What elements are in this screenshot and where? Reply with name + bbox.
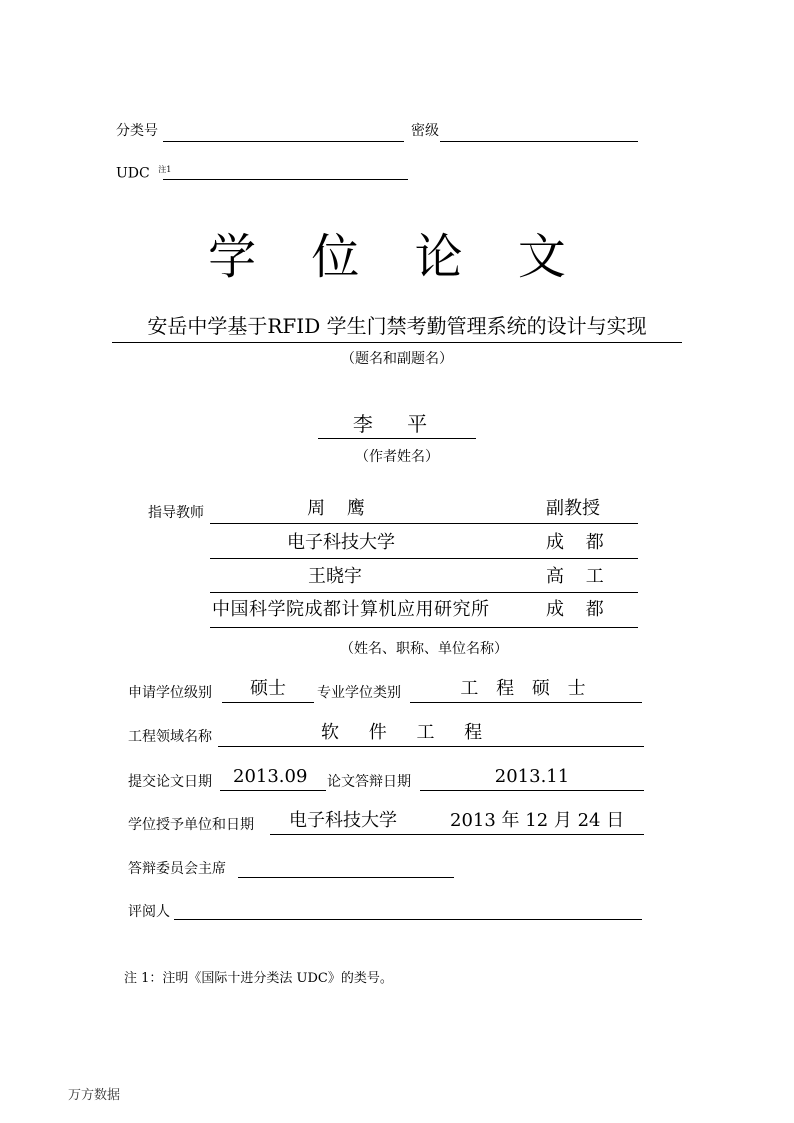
supervisor-row-4-detail: 成 都 bbox=[546, 599, 612, 620]
submit-date-line bbox=[220, 790, 326, 791]
document-type-title: 学 位 论 文 bbox=[208, 229, 586, 285]
udc-field-line bbox=[163, 179, 408, 180]
degree-type-line bbox=[410, 702, 642, 703]
supervisor-row-3-name: 王晓宇 bbox=[308, 566, 362, 587]
grant-unit: 电子科技大学 bbox=[289, 810, 397, 831]
defense-date-value: 2013.11 bbox=[494, 766, 570, 787]
grant-date: 2013 年 12 月 24 日 bbox=[450, 810, 625, 831]
degree-level-label: 申请学位级别 bbox=[128, 685, 212, 701]
field-line bbox=[218, 746, 644, 747]
classification-label: 分类号 bbox=[116, 123, 158, 139]
supervisor-row-2-name: 电子科技大学 bbox=[287, 532, 395, 553]
watermark: 万方数据 bbox=[68, 1088, 121, 1103]
supervisor-row-2-line bbox=[210, 558, 638, 559]
field-value: 软 件 工 程 bbox=[321, 722, 495, 743]
degree-level-line bbox=[222, 702, 314, 703]
degree-type-value: 工 程 硕 士 bbox=[460, 678, 592, 699]
supervisor-row-3-detail: 高 工 bbox=[546, 566, 612, 587]
supervisor-row-4-line bbox=[210, 627, 638, 628]
committee-chair-line bbox=[238, 877, 454, 878]
supervisor-row-2-detail: 成 都 bbox=[546, 532, 612, 553]
author-line bbox=[318, 438, 476, 439]
submit-date-value: 2013.09 bbox=[233, 766, 308, 787]
submit-date-label: 提交论文日期 bbox=[128, 774, 212, 790]
reviewer-line bbox=[174, 919, 642, 920]
thesis-title-caption: （题名和副题名） bbox=[341, 351, 453, 367]
field-label: 工程领域名称 bbox=[128, 729, 212, 745]
udc-text: UDC bbox=[116, 165, 150, 182]
secret-label: 密级 bbox=[411, 123, 439, 139]
supervisor-row-1-name: 周 鹰 bbox=[307, 498, 373, 519]
grant-line bbox=[270, 834, 644, 835]
supervisor-row-1-line bbox=[210, 523, 638, 524]
author-name: 李 平 bbox=[352, 412, 442, 436]
reviewer-label: 评阅人 bbox=[128, 904, 170, 920]
classification-field-line bbox=[163, 141, 404, 142]
author-caption: （作者姓名） bbox=[355, 449, 439, 465]
footnote: 注 1：注明《国际十进分类法 UDC》的类号。 bbox=[124, 971, 393, 986]
degree-level-value: 硕士 bbox=[250, 678, 286, 699]
secret-field-line bbox=[440, 141, 638, 142]
defense-date-label: 论文答辩日期 bbox=[327, 774, 411, 790]
thesis-title: 安岳中学基于RFID 学生门禁考勤管理系统的设计与实现 bbox=[147, 314, 647, 338]
supervisor-label: 指导教师 bbox=[148, 505, 204, 521]
supervisor-caption: （姓名、职称、单位名称） bbox=[340, 641, 508, 657]
supervisor-row-1-detail: 副教授 bbox=[546, 498, 600, 519]
grant-label: 学位授予单位和日期 bbox=[128, 817, 254, 833]
thesis-title-line bbox=[112, 342, 682, 343]
committee-chair-label: 答辩委员会主席 bbox=[128, 861, 226, 877]
defense-date-line bbox=[420, 790, 644, 791]
degree-type-label: 专业学位类别 bbox=[317, 685, 401, 701]
supervisor-row-3-line bbox=[210, 592, 638, 593]
supervisor-row-4-name: 中国科学院成都计算机应用研究所 bbox=[212, 599, 490, 620]
udc-note-mark: 注1 bbox=[158, 165, 172, 174]
